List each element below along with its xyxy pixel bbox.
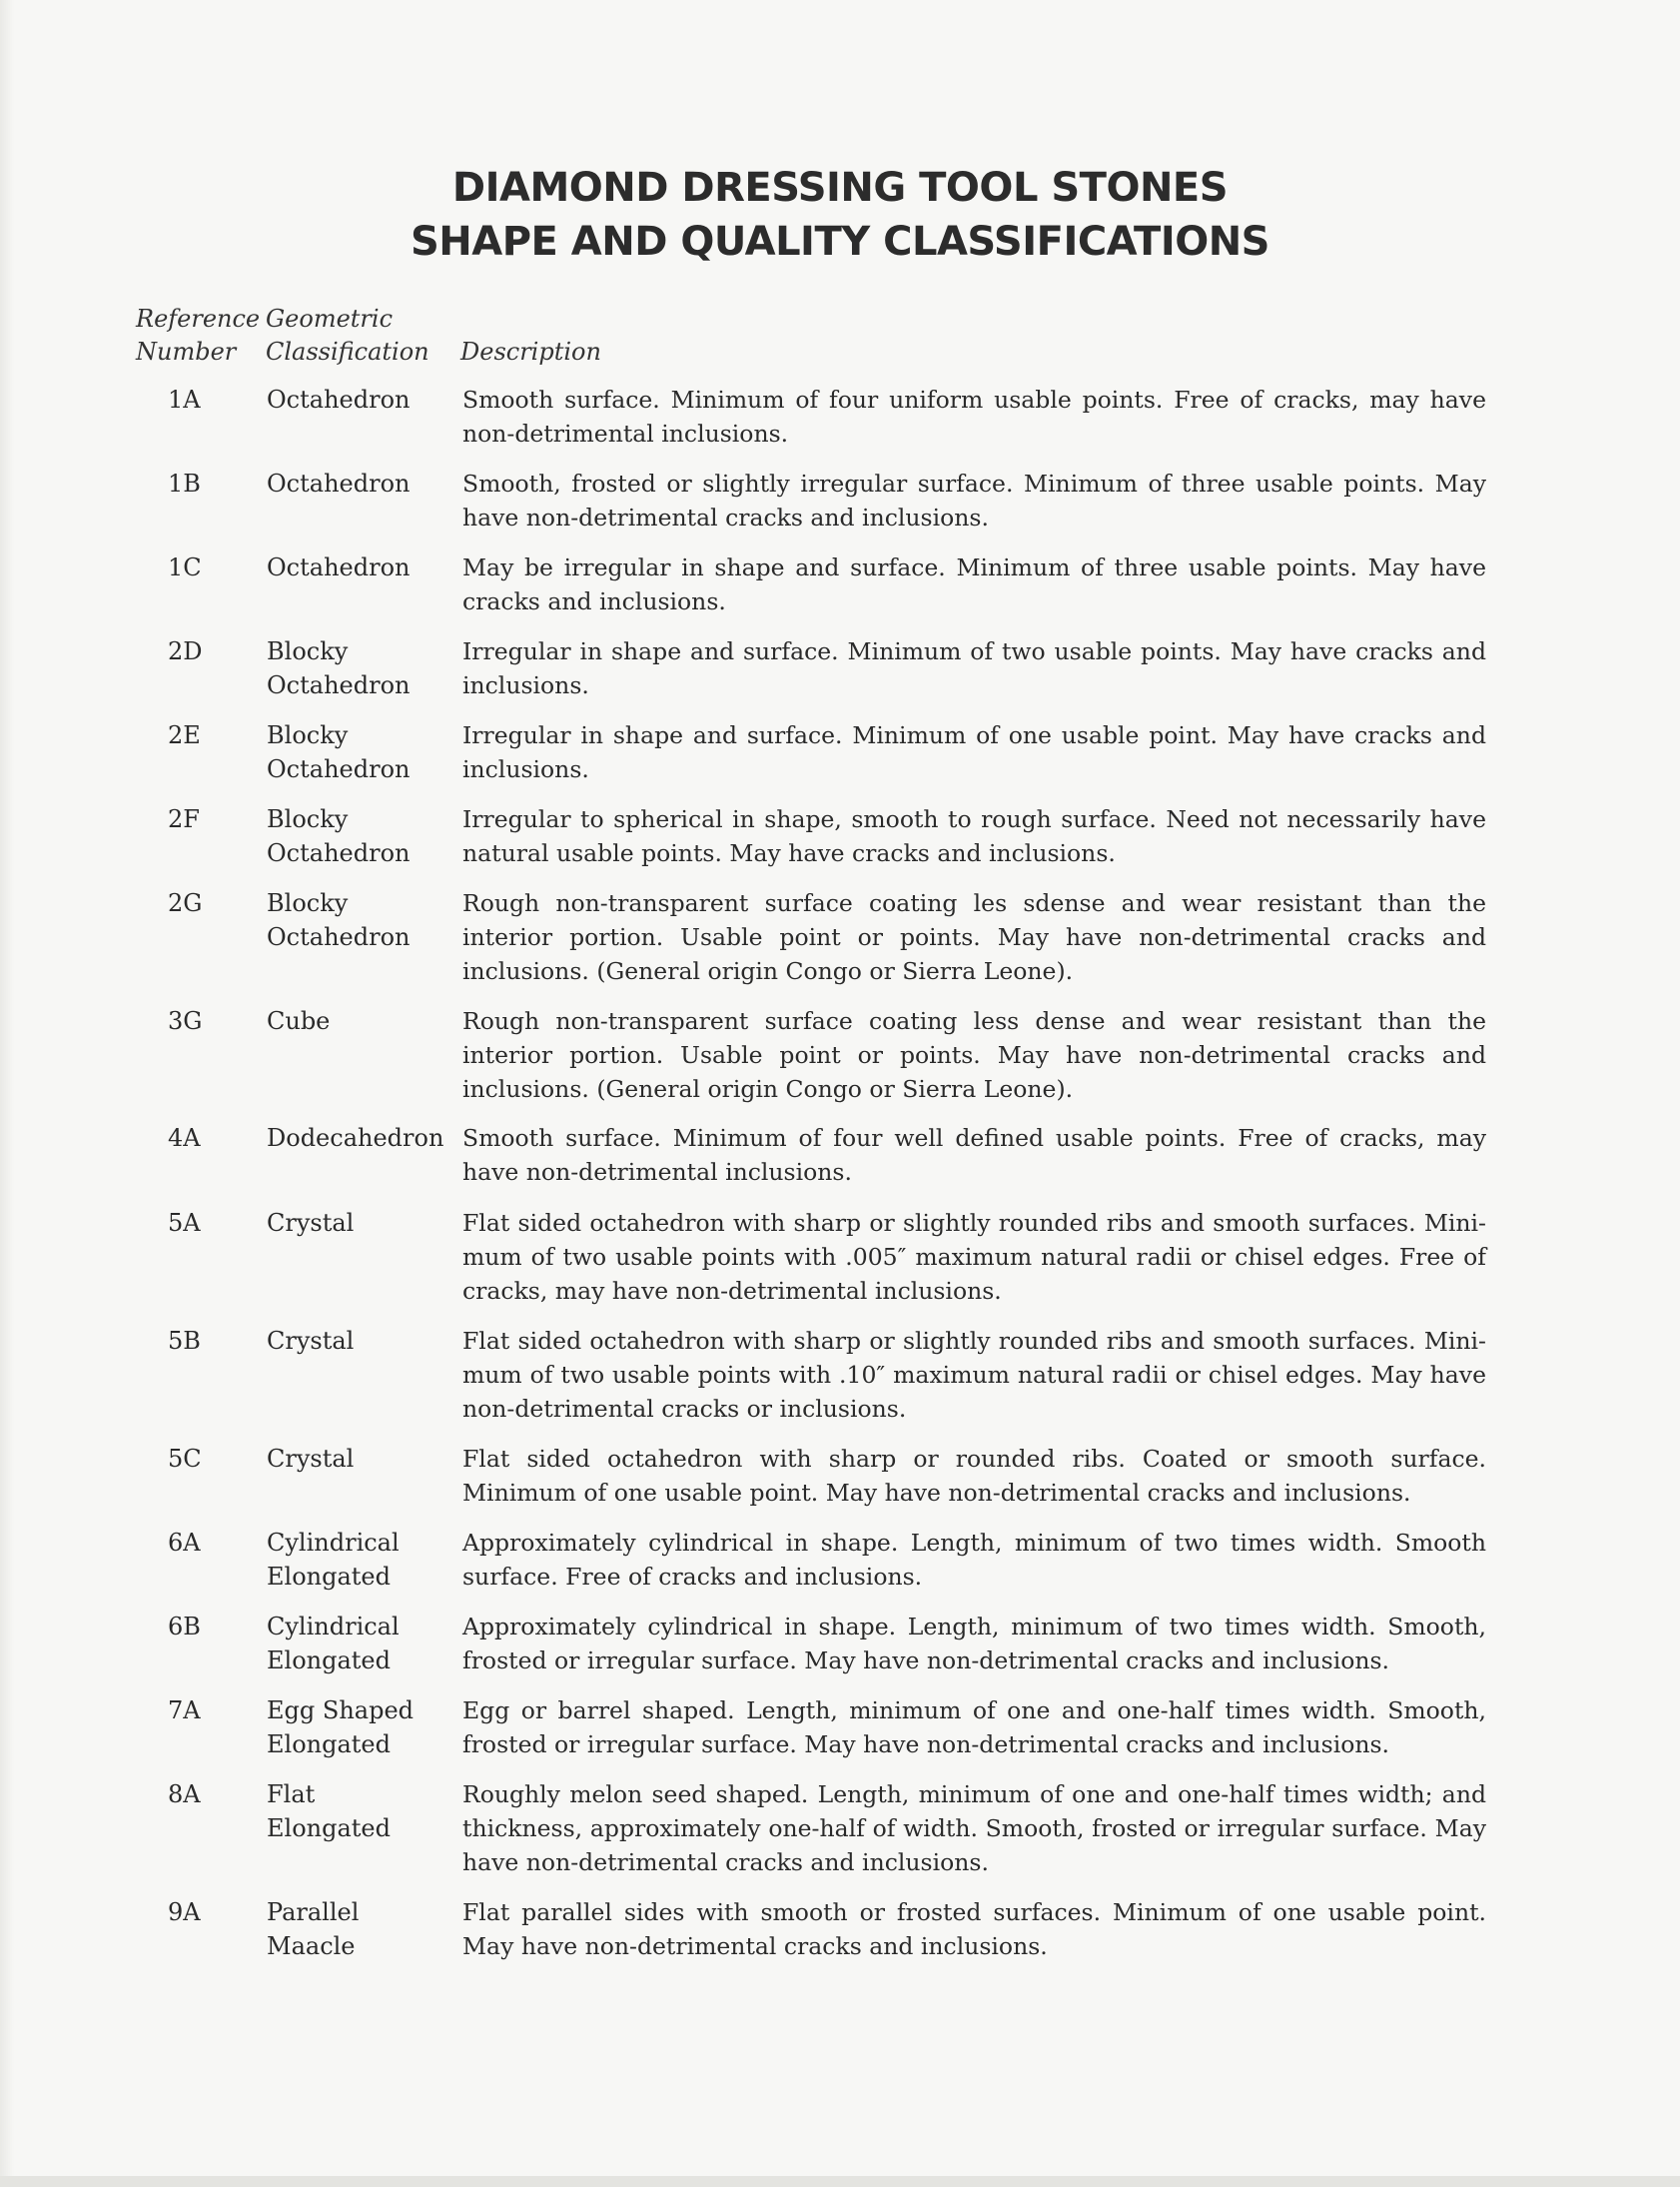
description: Flat sided octahedron with sharp or slightly rounded ribs and smooth surfaces. Mini-mum of two usable points with .005″ maximum natural radii or chisel edges. Free of cracks, may have non-detrimental inclusions. (462, 1209, 1486, 1305)
geometric-classification: Flat Elongated (267, 1780, 391, 1842)
reference-number: 6A (168, 1529, 201, 1557)
description: Irregular to spherical in shape, smooth to rough surface. Need not necessarily have natural usable points. May have cracks and inclusions. (462, 805, 1486, 867)
reference-number: 2D (168, 637, 203, 665)
geometric-classification: Octahedron (267, 386, 411, 414)
geometric-classification: Egg Shaped Elongated (267, 1696, 415, 1758)
page-title-line-1: DIAMOND DRESSING TOOL STONES (451, 165, 1229, 211)
geometric-classification: Octahedron (267, 553, 411, 581)
column-header-reference: Reference Number (136, 305, 261, 366)
reference-number: 1B (168, 470, 201, 498)
description: Smooth surface. Minimum of four well defined usable points. Free of cracks, may have non-detrimental inclusions. (462, 1124, 1486, 1186)
description: Approximately cylindrical in shape. Length, minimum of two times width. Smooth surface. Free of cracks and inclusions. (462, 1529, 1486, 1591)
reference-number: 1C (168, 553, 202, 581)
geometric-classification: Parallel Maacle (267, 1898, 360, 1960)
geometric-classification: Crystal (267, 1209, 355, 1237)
geometric-classification: Blocky Octahedron (267, 721, 411, 783)
page-title-line-2: SHAPE AND QUALITY CLASSIFICATIONS (410, 219, 1269, 265)
reference-number: 9A (168, 1898, 201, 1926)
description: Flat sided octahedron with sharp or slightly rounded ribs and smooth surfaces. Mini-mum of two usable points with .10″ maximum natural radii or chisel edges. May have non-detrimental cracks or inclusions. (462, 1327, 1486, 1423)
geometric-classification: Crystal (267, 1327, 355, 1355)
reference-number: 5A (168, 1209, 201, 1237)
geometric-classification: Blocky Octahedron (267, 889, 411, 951)
description: Rough non-transparent surface coating less dense and wear resistant than the interior portion. Usable point or points. May have non-detrimental cracks and inclusions. (General origin Congo or Sierra Leone). (462, 1007, 1486, 1103)
geometric-classification: Octahedron (267, 470, 411, 498)
description: Irregular in shape and surface. Minimum of two usable points. May have cracks and inclusions. (462, 637, 1486, 699)
column-header-description: Description (460, 338, 601, 366)
geometric-classification: Cube (267, 1007, 331, 1035)
geometric-classification: Blocky Octahedron (267, 805, 411, 867)
reference-number: 2E (168, 721, 201, 749)
geometric-classification: Dodecahedron (267, 1124, 444, 1152)
description: Rough non-transparent surface coating les sdense and wear resistant than the interior portion. Usable point or points. May have non-detrimental cracks and inclusions. (General origin Congo or Sierra Leone). (462, 889, 1486, 985)
description: Flat parallel sides with smooth or frosted surfaces. Minimum of one usable point. May have non-detrimental cracks and inclusions. (462, 1898, 1486, 1960)
reference-number: 2G (168, 889, 203, 917)
description: Irregular in shape and surface. Minimum of one usable point. May have cracks and inclusions. (462, 721, 1486, 783)
description: Roughly melon seed shaped. Length, minimum of one and one-half times width; and thickness, approximately one-half of width. Smooth, frosted or irregular surface. May have non-detrimental cracks and inclusions. (462, 1780, 1486, 1876)
description: Egg or barrel shaped. Length, minimum of one and one-half times width. Smooth, frosted or irregular surface. May have non-detrimental cracks and inclusions. (462, 1696, 1486, 1758)
reference-number: 7A (168, 1696, 201, 1724)
reference-number: 5B (168, 1327, 201, 1355)
geometric-classification: Blocky Octahedron (267, 637, 411, 699)
geometric-classification: Cylindrical Elongated (267, 1613, 400, 1674)
description: Smooth surface. Minimum of four uniform usable points. Free of cracks, may have non-detrimental inclusions. (462, 386, 1486, 448)
reference-number: 5C (168, 1445, 202, 1473)
description: Smooth, frosted or slightly irregular surface. Minimum of three usable points. May have non-detrimental cracks and inclusions. (462, 470, 1486, 532)
reference-number: 2F (168, 805, 200, 833)
description: May be irregular in shape and surface. Minimum of three usable points. May have cracks and inclusions. (462, 553, 1486, 615)
description: Flat sided octahedron with sharp or rounded ribs. Coated or smooth surface. Minimum of one usable point. May have non-detrimental cracks and inclusions. (462, 1445, 1486, 1507)
reference-number: 4A (168, 1124, 201, 1152)
geometric-classification: Crystal (267, 1445, 355, 1473)
scan-bottom-edge (0, 2176, 1680, 2187)
geometric-classification: Cylindrical Elongated (267, 1529, 400, 1591)
description: Approximately cylindrical in shape. Length, minimum of two times width. Smooth, frosted or irregular surface. May have non-detrimental cracks and inclusions. (462, 1613, 1486, 1674)
column-header-geometric: Geometric Classification (266, 305, 429, 366)
reference-number: 1A (168, 386, 201, 414)
scan-edge-shadow (0, 0, 14, 2187)
reference-number: 6B (168, 1613, 201, 1640)
reference-number: 3G (168, 1007, 203, 1035)
reference-number: 8A (168, 1780, 201, 1808)
